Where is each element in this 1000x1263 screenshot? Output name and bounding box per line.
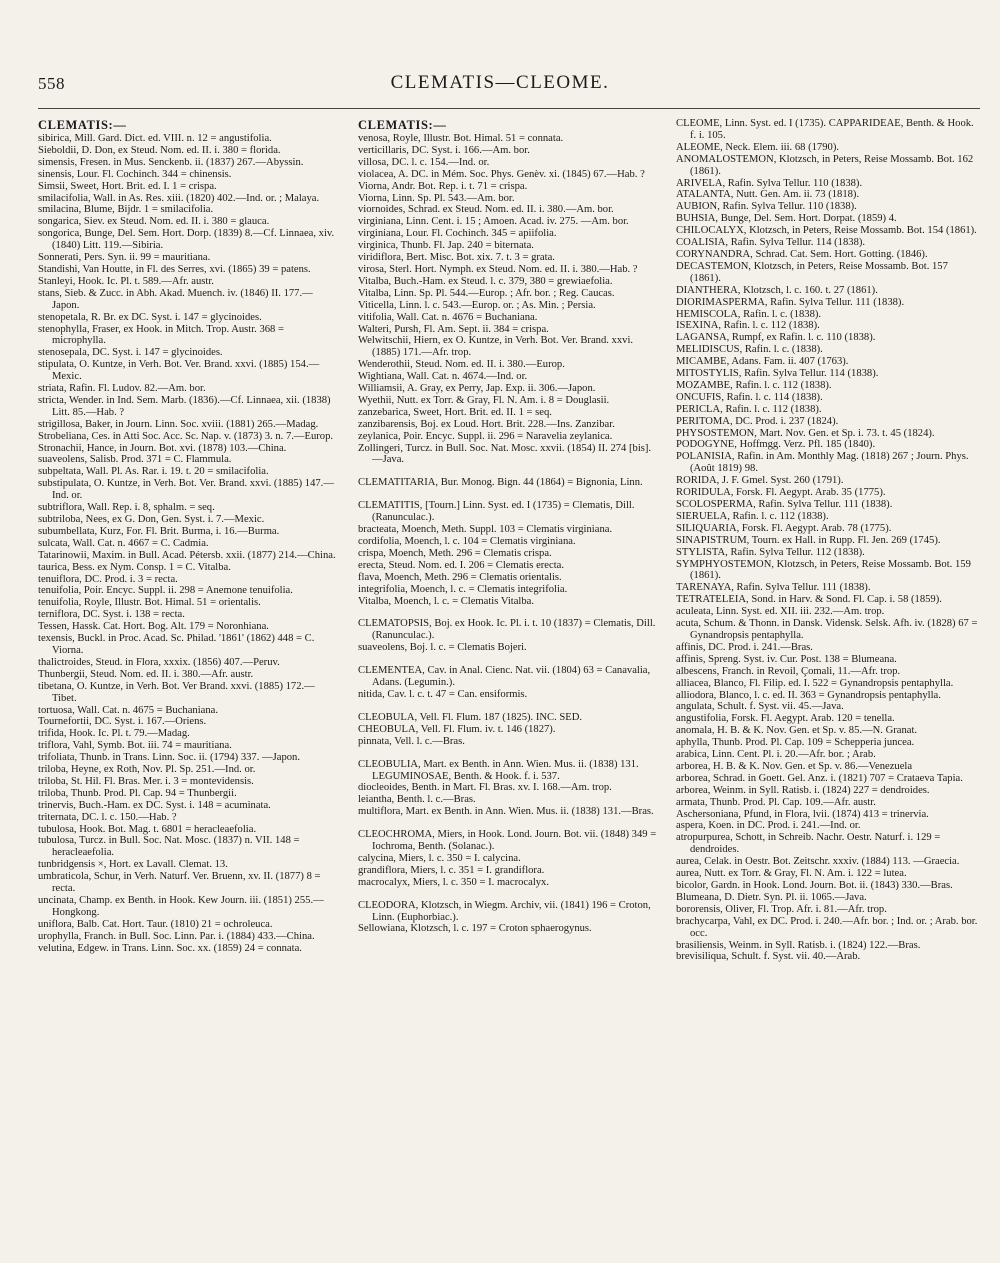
- entry: stenosepala, DC. Syst. i. 147 = glycinoides.: [38, 347, 223, 359]
- entry: substipulata, O. Kuntze, in Verh. Bot. Ver. Brand. xxvi. (1885) 147.—Ind. or.: [38, 478, 334, 502]
- entry: ISEXINA, Rafin. l. c. 112 (1838).: [676, 320, 820, 332]
- entry: triloba, St. Hil. Fl. Bras. Mer. i. 3 = montevidensis.: [38, 775, 254, 787]
- entry: anomala, H. B. & K. Nov. Gen. et Sp. v. 85.—N. Granat.: [676, 725, 918, 737]
- genus-heading: CLEODORA, Klotzsch, in Wiegm. Archiv, vii. (1841) 196 = Croton, Linn. (Euphorbiac.).: [358, 899, 651, 923]
- entry: simensis, Fresen. in Mus. Senckenb. ii. (1837) 267.—Abyssin.: [38, 156, 304, 168]
- entry: uniflora, Balb. Cat. Hort. Taur. (1810) 21 = ochroleuca.: [38, 918, 273, 930]
- entry: trifida, Hook. Ic. Pl. t. 79.—Madag.: [38, 728, 190, 740]
- entry: trifoliata, Thunb. in Trans. Linn. Soc. ii. (1794) 337. —Japon.: [38, 752, 300, 764]
- entry: arborea, Schrad. in Goett. Gel. Anz. i. (1821) 707 = Crataeva Tapia.: [676, 772, 963, 784]
- entry: trinervis, Buch.-Ham. ex DC. Syst. i. 148 = acuminata.: [38, 799, 271, 811]
- column-3: [676, 118, 981, 1248]
- entry: ATALANTA, Nutt. Gen. Am. ii. 73 (1818).: [676, 189, 860, 201]
- entry: pinnata, Vell. l. c.—Bras.: [358, 735, 465, 747]
- entry: Tatarinowii, Maxim. in Bull. Acad. Pétersb. xxii. (1877) 214.—China.: [38, 549, 336, 561]
- genus-block: [358, 665, 658, 701]
- entry: sulcata, Wall. Cat. n. 4667 = C. Cadmia.: [38, 537, 209, 549]
- entry: SCOLOSPERMA, Rafin. Sylva Tellur. 111 (1838).: [676, 499, 893, 510]
- entry: venosa, Royle, Illustr. Bot. Himal. 51 = connata.: [358, 133, 564, 144]
- entry: songorica, Bunge, Del. Sem. Hort. Dorp. (1839) 8.—Cf. Linnaea, xiv. (1840) Litt. 119.—Sibiria.: [38, 228, 335, 252]
- entry: ANOMALOSTEMON, Klotzsch, in Peters, Reise Mossamb. Bot. 162 (1861).: [676, 153, 974, 177]
- entry: albescens, Franch. in Revoil, Çomali, 11.—Afr. trop.: [676, 665, 901, 677]
- block-gap: [358, 489, 658, 500]
- entry: atropurpurea, Schott, in Schreib. Nachr. Oestr. Naturf. i. 129 = dendroides.: [676, 832, 941, 856]
- entry: CORYNANDRA, Schrad. Cat. Sem. Hort. Gotting. (1846).: [676, 248, 928, 260]
- entry: tubulosa, Hook. Bot. Mag. t. 6801 = heracleaefolia.: [38, 823, 257, 835]
- genus-block: [358, 712, 658, 748]
- entry: Blumeana, D. Dietr. Syn. Pl. ii. 1065.—Java.: [676, 891, 867, 903]
- entry: SYMPHYOSTEMON, Klotzsch, in Peters, Reise Mossamb. Bot. 159 (1861).: [676, 558, 971, 582]
- entry: TETRATELEIA, Sond. in Harv. & Sond. Fl. Cap. i. 58 (1859).: [676, 594, 942, 606]
- entry: multiflora, Mart. ex Benth. in Ann. Wien. Mus. ii. (1838) 131.—Bras.: [358, 806, 654, 818]
- entry: tunbridgensis ×, Hort. ex Lavall. Clemat. 13.: [38, 859, 228, 871]
- block-gap: [358, 654, 658, 665]
- column-2: [358, 118, 658, 1248]
- entry: Simsii, Sweet, Hort. Brit. ed. I. 1 = crispa.: [38, 180, 217, 192]
- block-gap: [358, 607, 658, 618]
- entry: Viticella, Linn. l. c. 543.—Europ. or. ; As. Min. ; Persia.: [358, 299, 596, 311]
- entry: TARENAYA, Rafin. Sylva Tellur. 111 (1838).: [676, 582, 871, 594]
- entry: flava, Moench, Meth. 296 = Clematis orientalis.: [358, 571, 562, 583]
- column-1: [38, 118, 338, 1248]
- entry: MELIDISCUS, Rafin. l. c. (1838).: [676, 344, 823, 356]
- entry: SILIQUARIA, Forsk. Fl. Aegypt. Arab. 78 (1775).: [676, 522, 892, 534]
- entry: Wenderothii, Steud. Nom. ed. II. i. 380.—Europ.: [358, 359, 565, 371]
- entry: Viorna, Linn. Sp. Pl. 543.—Am. bor.: [358, 192, 515, 204]
- entry: uncinata, Champ. ex Benth. in Hook. Kew Journ. iii. (1851) 255.—Hongkong.: [38, 895, 324, 918]
- genus-block: [358, 759, 658, 819]
- entry-list: [358, 133, 658, 466]
- entry: viornoides, Schrad. ex Steud. Nom. ed. II. i. 380.—Am. bor.: [358, 204, 614, 216]
- entry: Sellowiana, Klotzsch, l. c. 197 = Croton sphaerogynus.: [358, 923, 592, 935]
- genus-block: [358, 829, 658, 889]
- entry: umbraticola, Schur, in Verh. Naturf. Ver. Bruenn, xv. II. (1877) 8 = recta.: [38, 871, 321, 895]
- entry: viridiflora, Bert. Misc. Bot. xix. 7. t. 3 = grata.: [358, 252, 555, 264]
- entry: SIERUELA, Rafin. l. c. 112 (1838).: [676, 510, 829, 522]
- genus-heading: CLEMENTEA, Cav. in Anal. Cienc. Nat. vii. (1804) 63 = Canavalia, Adans. (Legumin.).: [358, 665, 651, 689]
- entry: aphylla, Thunb. Prod. Pl. Cap. 109 = Schepperia juncea.: [676, 737, 915, 749]
- entry: ALEOME, Neck. Elem. iii. 68 (1790).: [676, 141, 839, 153]
- entry: aurea, Celak. in Oestr. Bot. Zeitschr. xxxiv. (1884) 113. —Graecia.: [676, 856, 960, 868]
- entry: tenuifolia, Poir. Encyc. Suppl. ii. 298 = Anemone tenuifolia.: [38, 585, 293, 597]
- entry: ONCUFIS, Rafin. l. c. 114 (1838).: [676, 391, 823, 403]
- entry: triflora, Vahl, Symb. Bot. iii. 74 = mauritiana.: [38, 740, 232, 752]
- entry: Wyethii, Nutt. ex Torr. & Gray, Fl. N. Am. i. 8 = Douglasii.: [358, 394, 610, 406]
- entry: brevisiliqua, Schult. f. Syst. vii. 40.—Arab.: [676, 951, 861, 963]
- entry: BUHSIA, Bunge, Del. Sem. Hort. Dorpat. (1859) 4.: [676, 213, 897, 225]
- entry: zeylanica, Poir. Encyc. Suppl. ii. 296 = Naravelia zeylanica.: [358, 430, 613, 442]
- entry: SINAPISTRUM, Tourn. ex Hall. in Rupp. Fl. Jen. 269 (1745).: [676, 534, 941, 546]
- entry: verticillaris, DC. Syst. i. 166.—Am. bor.: [358, 144, 530, 156]
- block-gap: [358, 889, 658, 900]
- entry: acuta, Schum. & Thonn. in Dansk. Vidensk. Selsk. Afh. iv. (1828) 67 = Gynandropsis pentaphylla.: [676, 618, 978, 641]
- entry: triternata, DC. l. c. 150.—Hab. ?: [38, 811, 177, 823]
- entry: Viorna, Andr. Bot. Rep. i. t. 71 = crispa.: [358, 180, 528, 192]
- entry: RORIDULA, Forsk. Fl. Aegypt. Arab. 35 (1775).: [676, 487, 886, 499]
- entry: texensis, Buckl. in Proc. Acad. Sc. Philad. '1861' (1862) 448 = C. Viorna.: [38, 633, 315, 656]
- entry: brasiliensis, Weinm. in Syll. Ratisb. i. (1824) 122.—Bras.: [676, 939, 921, 951]
- entry: strigillosa, Baker, in Journ. Linn. Soc. xviii. (1881) 265.—Madag.: [38, 418, 319, 430]
- entry: thalictroides, Steud. in Flora, xxxix. (1856) 407.—Peruv.: [38, 656, 280, 668]
- entry: tenuifolia, Royle, Illustr. Bot. Himal. 51 = orientalis.: [38, 597, 261, 609]
- entry: Williamsii, A. Gray, ex Perry, Jap. Exp. ii. 306.—Japon.: [358, 383, 596, 395]
- entry: DIANTHERA, Klotzsch, l. c. 160. t. 27 (1861).: [676, 284, 878, 296]
- entry: CHEOBULA, Vell. Fl. Flum. iv. t. 146 (1827).: [358, 723, 556, 735]
- entry: triloba, Heyne, ex Roth, Nov. Pl. Sp. 251.—Ind. or.: [38, 764, 256, 776]
- entry: Sonnerati, Pers. Syn. ii. 99 = mauritiana.: [38, 252, 211, 264]
- entry: PERITOMA, DC. Prod. i. 237 (1824).: [676, 415, 839, 427]
- entry: crispa, Moench, Meth. 296 = Clematis crispa.: [358, 547, 552, 559]
- block-gap: [358, 818, 658, 829]
- genus-heading: CLEOBULA, Vell. Fl. Flum. 187 (1825). INC. SED.: [358, 711, 583, 723]
- entry: Wightiana, Wall. Cat. n. 4674.—Ind. or.: [358, 371, 528, 383]
- entry: virginiana, Lour. Fl. Cochinch. 345 = apiifolia.: [358, 228, 557, 240]
- entry: taurica, Bess. ex Nym. Consp. 1 = C. Vitalba.: [38, 561, 231, 573]
- genus-block: [358, 900, 658, 936]
- entry: Welwitschii, Hiern, ex O. Kuntze, in Verh. Bot. Ver. Brand. xxvi. (1885) 171.—Afr. trop.: [358, 335, 634, 359]
- entry: Tessen, Hassk. Cat. Hort. Bog. Alt. 179 = Noronhiana.: [38, 621, 269, 633]
- entry: grandiflora, Miers, l. c. 351 = I. grandiflora.: [358, 864, 545, 876]
- entry: Strobeliana, Ces. in Atti Soc. Acc. Sc. Nap. v. (1873) 3. n. 7.—Europ.: [38, 430, 334, 442]
- entry: subpeltata, Wall. Pl. As. Rar. i. 19. t. 20 = smilacifolia.: [38, 466, 269, 478]
- genus-heading: CLEMATITIS, [Tourn.] Linn. Syst. ed. I (1735) = Clematis, Dill. (Ranunculac.).: [358, 500, 635, 524]
- entry: alliodora, Blanco, l. c. ed. II. 363 = Gynandropsis pentaphylla.: [676, 689, 941, 701]
- entry: Stanleyi, Hook. Ic. Pl. t. 589.—Afr. austr.: [38, 275, 214, 287]
- entry: DECASTEMON, Klotzsch, in Peters, Reise Mossamb. Bot. 157 (1861).: [676, 260, 948, 284]
- entry: stricta, Wender. in Ind. Sem. Marb. (1836).—Cf. Linnaea, xii. (1838) Litt. 85.—Hab. ?: [38, 394, 331, 418]
- entry: ARIVELA, Rafin. Sylva Tellur. 110 (1838).: [676, 177, 863, 189]
- entry: zanzibarensis, Boj. ex Loud. Hort. Brit. 228.—Ins. Zanzibar.: [358, 418, 615, 430]
- entry: DIORIMASPERMA, Rafin. Sylva Tellur. 111 (1838).: [676, 296, 905, 308]
- entry: urophylla, Franch. in Bull. Soc. Linn. Par. i. (1884) 433.—China.: [38, 930, 315, 942]
- entry: affinis, DC. Prod. i. 241.—Bras.: [676, 641, 813, 653]
- entry: arborea, Weinm. in Syll. Ratisb. i. (1824) 227 = dendroides.: [676, 784, 930, 796]
- entry: stans, Sieb. & Zucc. in Abh. Akad. Muench. iv. (1846) II. 177.—Japon.: [38, 287, 313, 311]
- entry: triloba, Thunb. Prod. Pl. Cap. 94 = Thunbergii.: [38, 787, 237, 799]
- entry: tubulosa, Turcz. in Bull. Soc. Nat. Mosc. (1837) n. VII. 148 = heracleaefolia.: [38, 835, 300, 859]
- genus-heading: CLEOCHROMA, Miers, in Hook. Lond. Journ. Bot. vii. (1848) 349 = Iochroma, Benth. (Solanac.).: [358, 829, 657, 853]
- entry: stipulata, O. Kuntze, in Verh. Bot. Ver. Brand. xxvi. (1885) 154.—Mexic.: [38, 359, 320, 383]
- entry: smilacifolia, Wall. in As. Res. xiii. (1820) 402.—Ind. or. ; Malaya.: [38, 192, 320, 204]
- entry: bororensis, Oliver, Fl. Trop. Afr. i. 81.—Afr. trop.: [676, 903, 887, 915]
- entry: smilacina, Blume, Bijdr. 1 = smilacifolia.: [38, 204, 214, 216]
- genus-blocks: [358, 466, 658, 935]
- entry: virginica, Thunb. Fl. Jap. 240 = biternata.: [358, 240, 534, 252]
- entry: armata, Thunb. Prod. Pl. Cap. 109.—Afr. austr.: [676, 796, 876, 808]
- entry: alliacea, Blanco, Fl. Filip. ed. I. 522 = Gynandropsis pentaphylla.: [676, 677, 954, 689]
- entry: sibirica, Mill. Gard. Dict. ed. VIII. n. 12 = angustifolia.: [38, 133, 272, 144]
- entry: terniflora, DC. Syst. i. 138 = recta.: [38, 609, 185, 621]
- entry: subtriflora, Wall. Rep. i. 8, sphalm. = seq.: [38, 502, 215, 514]
- entry: aspera, Koen. in DC. Prod. i. 241.—Ind. or.: [676, 820, 861, 832]
- entry: MICAMBE, Adans. Fam. ii. 407 (1763).: [676, 356, 849, 368]
- entry: Walteri, Pursh, Fl. Am. Sept. ii. 384 = crispa.: [358, 323, 549, 335]
- entry: virginiana, Linn. Cent. i. 15 ; Amoen. Acad. iv. 275. —Am. bor.: [358, 216, 629, 228]
- section-heading: CLEMATIS:—: [38, 118, 127, 132]
- entry: affinis, Spreng. Syst. iv. Cur. Post. 138 = Blumeana.: [676, 653, 897, 665]
- entry: diocleoides, Benth. in Mart. Fl. Bras. xv. I. 168.—Am. trop.: [358, 782, 612, 794]
- entry: Stronachii, Hance, in Journ. Bot. xvi. (1878) 103.—China.: [38, 442, 287, 454]
- entry: stenophylla, Fraser, ex Hook. in Mitch. Trop. Austr. 368 = microphylla.: [38, 323, 284, 347]
- entry: LAGANSA, Rumpf, ex Rafin. l. c. 110 (1838).: [676, 332, 876, 344]
- entry: suaveolens, Boj. l. c. = Clematis Bojeri.: [358, 642, 527, 654]
- entry: Aschersoniana, Pfund, in Flora, lvii. (1874) 413 = trinervia.: [676, 808, 929, 820]
- entry: subumbellata, Kurz, For. Fl. Brit. Burma, i. 16.—Burma.: [38, 525, 280, 537]
- entry-list: [38, 133, 338, 955]
- entry: tortuosa, Wall. Cat. n. 4675 = Buchaniana.: [38, 704, 218, 716]
- genus-heading: CLEOBULIA, Mart. ex Benth. in Ann. Wien. Mus. ii. (1838) 131. LEGUMINOSAE, Benth. & Hook. f. i. 537.: [358, 758, 639, 782]
- entry: Thunbergii, Steud. Nom. ed. II. i. 380.—Afr. austr.: [38, 668, 254, 680]
- entry: violacea, A. DC. in Mém. Soc. Phys. Genèv. xi. (1845) 67.—Hab. ?: [358, 168, 645, 180]
- genus-heading: CLEMATITARIA, Bur. Monog. Bign. 44 (1864) = Bignonia, Linn.: [358, 477, 643, 489]
- entry: suaveolens, Salisb. Prod. 371 = C. Flammula.: [38, 454, 232, 466]
- entry: aurea, Nutt. ex Torr. & Gray, Fl. N. Am. i. 122 = lutea.: [676, 868, 907, 880]
- running-head: CLEMATIS—CLEOME.: [390, 72, 610, 93]
- section-heading: CLEMATIS:—: [358, 118, 447, 132]
- entry: striata, Rafin. Fl. Ludov. 82.—Am. bor.: [38, 383, 206, 395]
- entry: Standishi, Van Houtte, in Fl. des Serres, xvi. (1865) 39 = patens.: [38, 263, 311, 275]
- entry: brachycarpa, Vahl, ex DC. Prod. i. 240.—Afr. bor. ; Ind. or. ; Arab. bor. occ.: [676, 915, 978, 939]
- entry: PERICLA, Rafin. l. c. 112 (1838).: [676, 403, 822, 415]
- entry: Vitalba, Linn. Sp. Pl. 544.—Europ. ; Afr. bor. ; Reg. Caucas.: [358, 287, 615, 299]
- entry: stenopetala, R. Br. ex DC. Syst. i. 147 = glycinoides.: [38, 311, 262, 323]
- entry: nitida, Cav. l. c. t. 47 = Can. ensiformis.: [358, 688, 528, 700]
- entry: Sieboldii, D. Don, ex Steud. Nom. ed. II. i. 380 = florida.: [38, 144, 281, 156]
- entry: angulata, Schult. f. Syst. vii. 45.—Java.: [676, 701, 844, 713]
- block-gap: [358, 466, 658, 477]
- header-rule: [38, 108, 980, 109]
- entry: Tournefortii, DC. Syst. i. 167.—Oriens.: [38, 716, 207, 728]
- entry: CLEOME, Linn. Syst. ed. I (1735). CAPPARIDEAE, Benth. & Hook. f. i. 105.: [676, 118, 974, 141]
- entry: RORIDA, J. F. Gmel. Syst. 260 (1791).: [676, 475, 844, 487]
- entry: integrifolia, Moench, l. c. = Clematis integrifolia.: [358, 583, 568, 595]
- entry: tibetana, O. Kuntze, in Verh. Bot. Ver Brand. xxvi. (1885) 172.—Tibet.: [38, 680, 315, 704]
- entry: POLANISIA, Rafin. in Am. Monthly Mag. (1818) 267 ; Journ. Phys. (Août 1819) 98.: [676, 451, 969, 475]
- genus-block: [358, 618, 658, 654]
- entry: virosa, Sterl. Hort. Nymph. ex Steud. Nom. ed. II. i. 380.—Hab. ?: [358, 263, 638, 275]
- entry: zanzebarica, Sweet, Hort. Brit. ed. II. 1 = seq.: [358, 406, 552, 418]
- entry: leiantha, Benth. l. c.—Bras.: [358, 794, 476, 806]
- entry: villosa, DC. l. c. 154.—Ind. or.: [358, 156, 490, 168]
- genus-block: [358, 500, 658, 607]
- entry: tenuiflora, DC. Prod. i. 3 = recta.: [38, 573, 178, 585]
- entry: CHILOCALYX, Klotzsch, in Peters, Reise Mossamb. Bot. 154 (1861).: [676, 225, 977, 237]
- block-gap: [358, 748, 658, 759]
- entry: COALISIA, Rafin. Sylva Tellur. 114 (1838).: [676, 237, 866, 249]
- entry: angustifolia, Forsk. Fl. Aegypt. Arab. 120 = tenella.: [676, 713, 895, 725]
- entry: subtriloba, Nees, ex G. Don, Gen. Syst. i. 7.—Mexic.: [38, 514, 265, 525]
- entry-list: [676, 118, 981, 963]
- entry: vitifolia, Wall. Cat. n. 4676 = Buchaniana.: [358, 311, 538, 323]
- entry: cordifolia, Moench, l. c. 104 = Clematis virginiana.: [358, 536, 576, 547]
- entry: arabica, Linn. Cent. Pl. i. 20.—Afr. bor. ; Arab.: [676, 749, 876, 761]
- genus-heading: CLEMATOPSIS, Boj. ex Hook. Ic. Pl. i. t. 10 (1837) = Clematis, Dill. (Ranunculac.).: [358, 618, 656, 642]
- entry: bracteata, Moench, Meth. Suppl. 103 = Clematis virginiana.: [358, 524, 613, 536]
- entry: calycina, Miers, l. c. 350 = I. calycina.: [358, 852, 521, 864]
- entry: velutina, Edgew. in Trans. Linn. Soc. xx. (1859) 24 = connata.: [38, 942, 302, 954]
- entry: AUBION, Rafin. Sylva Tellur. 110 (1838).: [676, 201, 857, 213]
- entry: HEMISCOLA, Rafin. l. c. (1838).: [676, 308, 822, 320]
- entry: macrocalyx, Miers, l. c. 350 = I. macrocalyx.: [358, 876, 550, 888]
- entry: Vitalba, Moench, l. c. = Clematis Vitalba.: [358, 595, 535, 607]
- entry: Zollingeri, Turcz. in Bull. Soc. Nat. Mosc. xxvii. (1854) II. 274 [bis].—Java.: [358, 442, 652, 466]
- entry: sinensis, Lour. Fl. Cochinch. 344 = chinensis.: [38, 168, 232, 180]
- entry: aculeata, Linn. Syst. ed. XII. iii. 232.—Am. trop.: [676, 606, 885, 618]
- entry: songarica, Siev. ex Steud. Nom. ed. II. i. 380 = glauca.: [38, 216, 270, 228]
- genus-block: [358, 477, 658, 489]
- entry: bicolor, Gardn. in Hook. Lond. Journ. Bot. ii. (1843) 330.—Bras.: [676, 880, 953, 891]
- entry: arborea, H. B. & K. Nov. Gen. et Sp. v. 86.—Venezuela: [676, 760, 913, 772]
- entry: MOZAMBE, Rafin. l. c. 112 (1838).: [676, 379, 832, 391]
- entry: erecta, Steud. Nom. ed. I. 206 = Clematis erecta.: [358, 559, 565, 571]
- page-header: [0, 0, 1000, 110]
- block-gap: [358, 701, 658, 712]
- entry: STYLISTA, Rafin. Sylva Tellur. 112 (1838).: [676, 546, 865, 558]
- entry: PODOGYNE, Hoffmgg. Verz. Pfl. 185 (1840).: [676, 439, 876, 451]
- page-number: 558: [38, 74, 65, 93]
- entry: Vitalba, Buch.-Ham. ex Steud. l. c. 379, 380 = grewiaefolia.: [358, 275, 613, 287]
- entry: PHYSOSTEMON, Mart. Nov. Gen. et Sp. i. 73. t. 45 (1824).: [676, 427, 935, 439]
- entry: MITOSTYLIS, Rafin. Sylva Tellur. 114 (1838).: [676, 368, 879, 380]
